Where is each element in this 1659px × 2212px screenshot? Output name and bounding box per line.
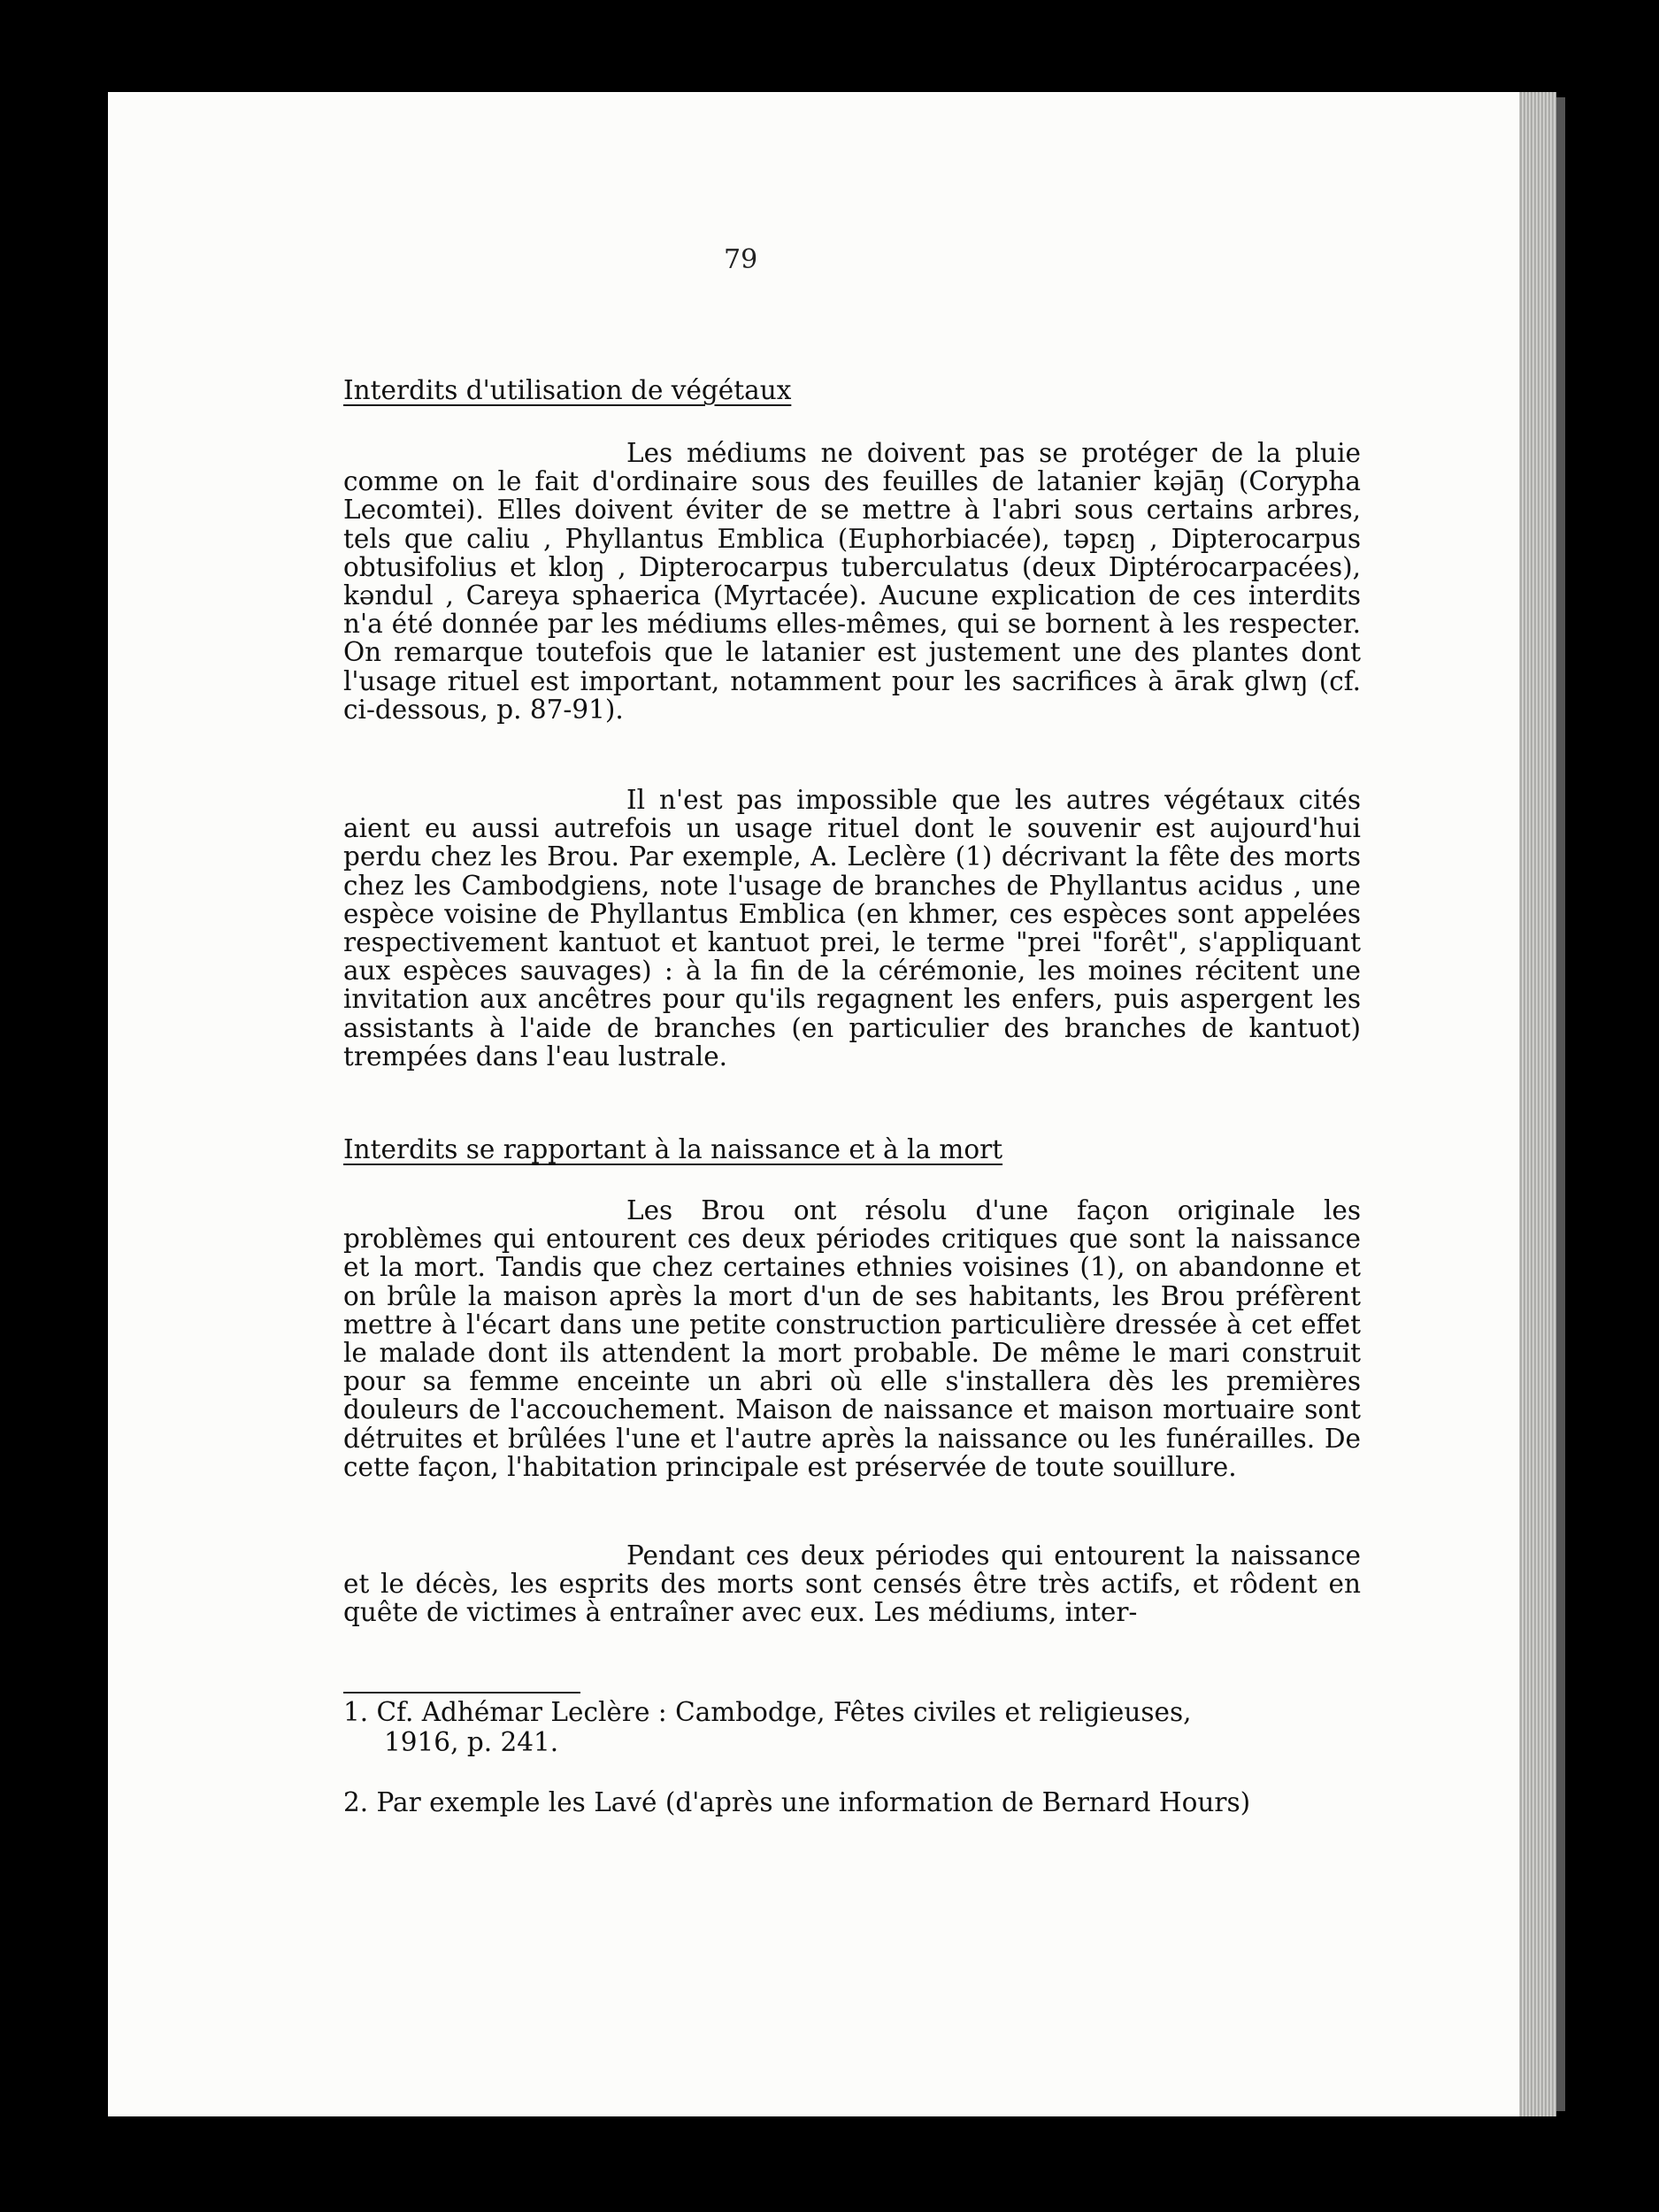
paragraph-naissance-2: Pendant ces deux périodes qui entourent la naissance et le décès, les esprits des morts sont censés être très actifs, et rôdent en quête de victimes à entraîner avec eux. Les médiums, inter- xyxy=(343,1540,1361,1628)
paragraph-vegetaux-1: Les médiums ne doivent pas se protéger de la pluie comme on le fait d'ordinaire sous des feuilles de latanier kəjāŋ (Corypha Lecomtei). Elles doivent éviter de se mettre à l'abri sous certains arbres, tels que caliu , Phyllantus Emblica (Euphorbiacée), təpɛŋ , Dipterocarpus obtusifolius et kloŋ , Dipterocarpus tuberculatus (deux Diptérocarpacées), kəndul , Careya sphaerica (Myrtacée). Aucune explication de ces interdits n'a été donnée par les médiums elles-mêmes, qui se bornent à les respecter. On remarque toutefois que le latanier est justement une des plantes dont l'usage rituel est important, notamment pour les sacrifices à ārak glwŋ (cf. ci-dessous, p. 87-91). xyxy=(343,438,1361,725)
footnote-1-line-1: 1. Cf. Adhémar Leclère : Cambodge, Fêtes civiles et religieuses, xyxy=(343,1697,1192,1727)
footnote-separator xyxy=(343,1692,580,1694)
paragraph-vegetaux-2: Il n'est pas impossible que les autres végétaux cités aient eu aussi autrefois un usage rituel dont le souvenir est aujourd'hui perdu chez les Brou. Par exemple, A. Leclère (1) décrivant la fête des morts chez les Cambodgiens, note l'usage de branches de Phyllantus acidus , une espèce voisine de Phyllantus Emblica (en khmer, ces espèces sont appelées respectivement kantuot et kantuot prei, le terme "prei "forêt", s'appliquant aux espèces sauvages) : à la fin de la cérémonie, les moines récitent une invitation aux ancêtres pour qu'ils regagnent les enfers, puis aspergent les assistants à l'aide de branches (en particulier des branches de kantuot) trempées dans l'eau lustrale. xyxy=(343,785,1361,1071)
section-heading-naissance-mort: Interdits se rapportant à la naissance et à la mort xyxy=(343,1134,1003,1164)
page-stack-edge xyxy=(1519,92,1556,2116)
section-heading-vegetaux: Interdits d'utilisation de végétaux xyxy=(343,375,792,405)
book-spine-shadow xyxy=(1556,97,1565,2111)
footnote-2: 2. Par exemple les Lavé (d'après une information de Bernard Hours) xyxy=(343,1787,1251,1817)
page-number: 79 xyxy=(724,244,758,275)
paragraph-naissance-1: Les Brou ont résolu d'une façon originale les problèmes qui entourent ces deux périodes critiques que sont la naissance et la mort. Tandis que chez certaines ethnies voisines (1), on abandonne et on brûle la maison après la mort d'un de ses habitants, les Brou préfèrent mettre à l'écart dans une petite construction particulière dressée à cet effet le malade dont ils attendent la mort probable. De même le mari construit pour sa femme enceinte un abri où elle s'installera dès les premières douleurs de l'accouchement. Maison de naissance et maison mortuaire sont détruites et brûlées l'une et l'autre après la naissance ou les funérailles. De cette façon, l'habitation principale est préservée de toute souillure. xyxy=(343,1195,1361,1482)
footnote-1-line-2: 1916, p. 241. xyxy=(384,1727,559,1757)
